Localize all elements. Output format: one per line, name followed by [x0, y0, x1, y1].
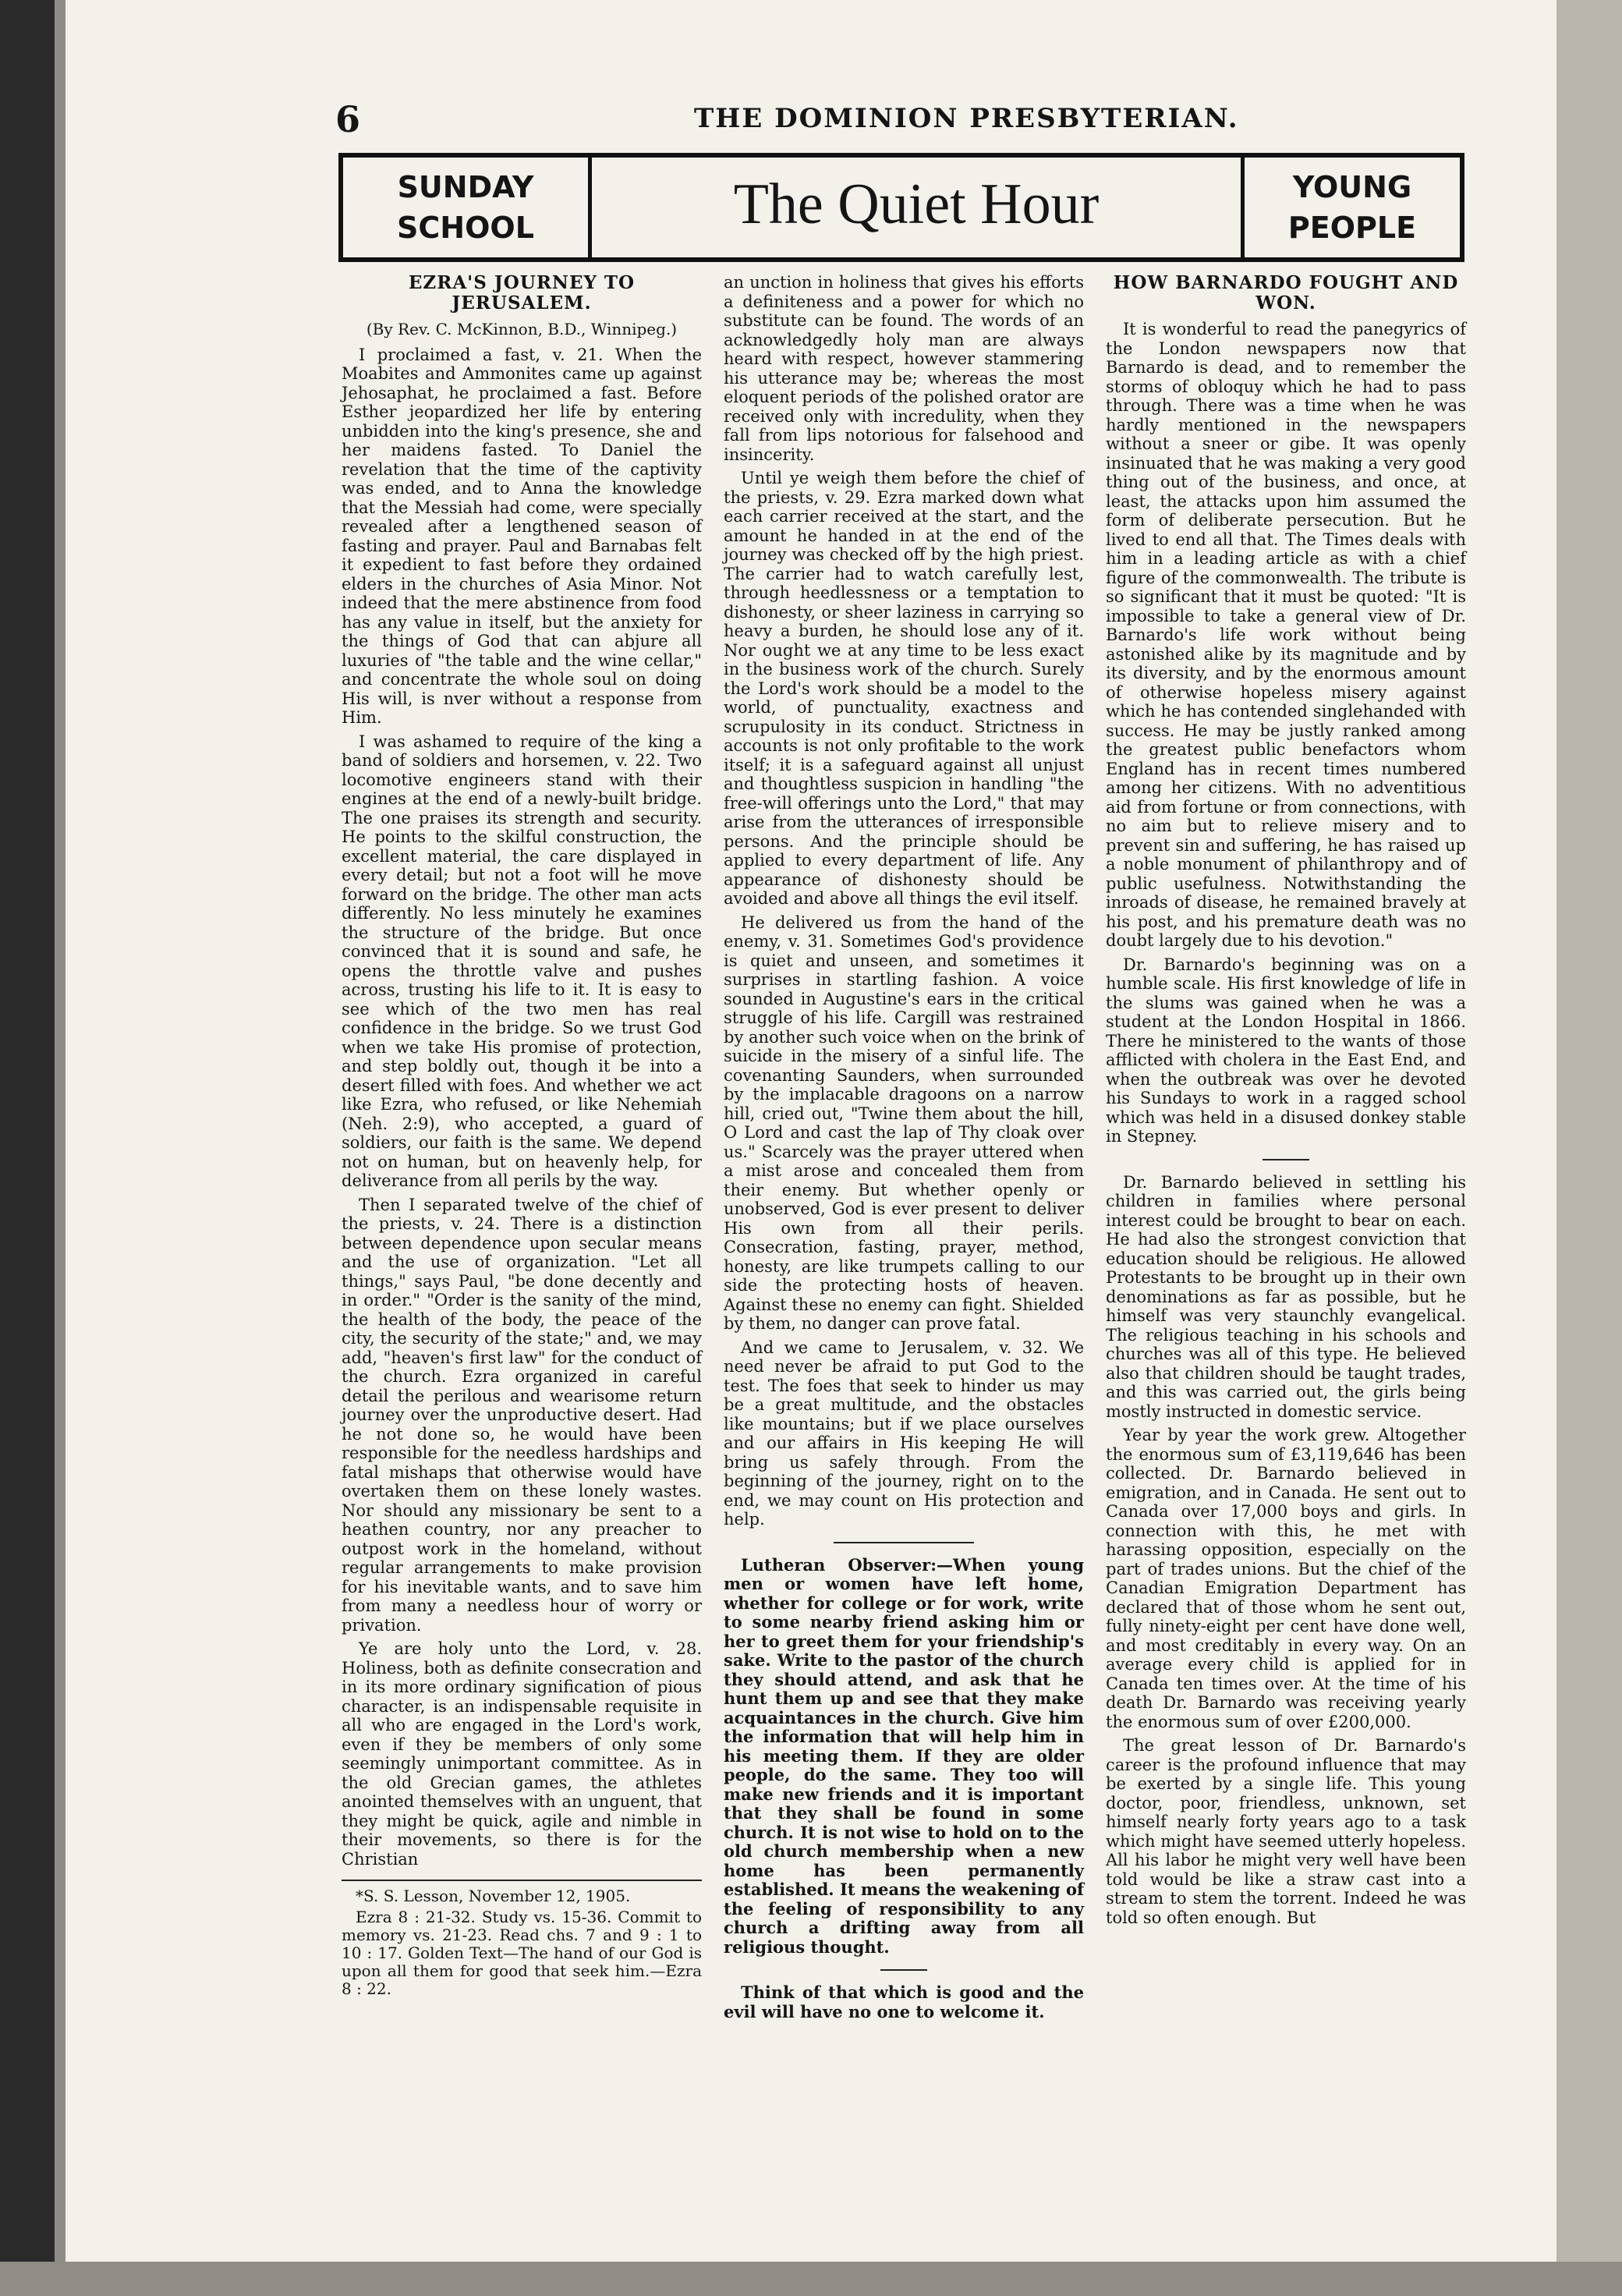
running-title: THE DOMINION PRESBYTERIAN. — [694, 103, 1239, 134]
paragraph: an unction in holiness that gives his efforts a definiteness and a power for which no substitute can be found. The words of an acknowledgedly holy man are always heard with respect, however stammering his utterance may be; whereas the most eloquent periods of the polished orator are received only with incredulity, when they fall from lips notorious for falsehood and insincerity. — [724, 273, 1084, 464]
page-number: 6 — [335, 98, 361, 140]
paragraph: Then I separated twelve of the chief of the priests, v. 24. There is a distinction between dependence upon secular means and the use of organization. "Let all things," says Paul, "be done decently and in order." "Order is the sanity of the mind, the health of the body, the peace of the city, the security of the state;" and, we may add, "heaven's first law" for the conduct of the church. Ezra organized in careful detail the perilous and wearisome return journey over the unproductive desert. Had he not done so, he would have been responsible for the needless hardships and fatal mishaps that otherwise would have overtaken them on these lonely wastes. Nor should any missionary be sent to a heathen country, nor any preacher to outpost work in the homeland, without regular arrangements to make provision for his inevitable wants, and to save him from many a needless hour of worry or privation. — [342, 1195, 702, 1635]
paragraph: Year by year the work grew. Altogether the enormous sum of £3,119,646 has been collected. Dr. Barnardo believed in emigration, and in Canada. He sent out to Canada over 17,000 boys and girls. In connection with this, he met with harassing opposition, especially on the part of trades unions. But the chief of the Canadian Emigration Department has declared that of those whom he sent out, fully ninety-eight per cent have done well, and most creditably in every way. On an average every child is applied for in Canada ten times over. At the time of his death Dr. Barnardo was receiving yearly the enormous sum of over £200,000. — [1106, 1426, 1466, 1731]
page-header — [335, 98, 1489, 145]
column-1 — [342, 273, 702, 2001]
banner-title: The Quiet Hour — [733, 172, 1100, 236]
footnote-line: *S. S. Lesson, November 12, 1905. — [356, 1887, 631, 1905]
lesson-footnote — [342, 1880, 702, 1998]
paragraph: And we came to Jerusalem, v. 32. We need never be afraid to put God to the test. The foes that seek to hinder us may be a great multitude, and the obstacles like mountains; but if we place ourselves and our affairs in His keeping He will bring us safely through. From the beginning of the journey, right on to the end, we may count on His protection and help. — [724, 1338, 1084, 1529]
column-2 — [724, 273, 1084, 2026]
banner-left-line1: SUNDAY — [397, 170, 534, 204]
footnote-line: Ezra 8 : 21-32. Study vs. 15-36. Commit to memory vs. 21-23. Read chs. 7 and 9 : 1 to 10 : 17. Golden Text—The hand of our God is upon all them for good that seek him.—Ezra 8 : 22. — [342, 1908, 702, 1998]
section-divider — [834, 1542, 974, 1543]
section-divider — [880, 1969, 927, 1971]
paragraph: Until ye weigh them before the chief of the priests, v. 29. Ezra marked down what each carrier received at the start, and the amount he handed in at the end of the journey was checked off by the high priest. The carrier had to watch carefully lest, through heedlessness or a temptation to dishonesty, or sheer laziness in carrying so heavy a burden, he should lose any of it. Nor ought we at any time to be less exact in the business work of the church. Surely the Lord's work should be a model to the world, of punctuality, exactness and scrupulosity in its conduct. Strictness in accounts is not only profitable to the work itself; it is a safeguard against all unjust and thoughtless suspicion in handling "the free-will offerings unto the Lord," that may arise from the utterances of irresponsible persons. And the principle should be applied to every department of life. Any appearance of dishonesty should be avoided and above all things the evil itself. — [724, 469, 1084, 908]
paragraph: Think of that which is good and the evil will have no one to welcome it. — [724, 1982, 1084, 2021]
banner-right-line1: YOUNG — [1292, 170, 1412, 204]
banner-left-line2: SCHOOL — [397, 211, 534, 245]
section-divider — [1263, 1159, 1309, 1160]
paragraph: I was ashamed to require of the king a band of soldiers and horsemen, v. 22. Two locomotive engineers stand with their engines at the end of a newly-built bridge. The one praises its strength and security. He points to the skilful construction, the excellent material, the care displayed in every detail; but not a foot will he move forward on the bridge. The other man acts differently. No less minutely he examines the structure of the bridge. But once convinced that it is sound and safe, he opens the throttle valve and pushes across, trusting his life to it. It is easy to see which of the two men has real confidence in the bridge. So we trust God when we take His promise of protection, and step boldly out, though it be into a desert filled with foes. And whether we act like Ezra, who refused, or like Nehemiah (Neh. 2:9), who accepted, a guard of soldiers, our faith is the same. We depend not on human, but on heavenly help, for deliverance from all perils by the way. — [342, 732, 702, 1190]
paragraph: Dr. Barnardo's beginning was on a humble scale. His first knowledge of life in the slums was gained when he was a student at the London Hospital in 1866. There he ministered to the wants of those afflicted with cholera in the East End, and when the outbreak was over he devoted his Sundays to work in a ragged school which was held in a disused donkey stable in Stepney. — [1106, 955, 1466, 1146]
article-title-ezra: EZRA'S JOURNEY TO JERUSALEM. — [408, 272, 636, 314]
paragraph: I proclaimed a fast, v. 21. When the Moabites and Ammonites came up against Jehosaphat, he proclaimed a fast. Before Esther jeopardized her life by entering unbidden into the king's presence, she and her maidens fasted. To Daniel the revelation that the time of the captivity was ended, and to Anna the knowledge that the Messiah had come, were specially revealed after a lengthened season of fasting and prayer. Paul and Barnabas felt it expedient to fast before they ordained elders in the churches of Asia Minor. Not indeed that the mere abstinence from food has any value in itself, but the anxiety for the things of God that can abjure all luxuries of "the table and the wine cellar," and concentrate the whole soul on doing His will, is nver without a response from Him. — [342, 345, 702, 727]
paragraph: Dr. Barnardo believed in settling his children in families where personal interest could be brought to bear on each. He had also the strongest conviction that education should be religious. He allowed Protestants to be brought up in their own denominations as far as possible, but he himself was very staunchly evangelical. The religious teaching in his schools and churches was all of this type. He believed also that children should be taught trades, and this was carried out, the girls being mostly instructed in domestic service. — [1106, 1172, 1466, 1421]
banner-right-line2: PEOPLE — [1287, 211, 1417, 245]
paragraph: It is wonderful to read the panegyrics of the London newspapers now that Barnardo is dead, and to remember the storms of obloquy which he had to pass through. There was a time when he was hardly mentioned in the newspapers without a sneer or gibe. It was openly insinuated that he was making a very good thing out of the business, and once, at least, the attacks upon him assumed the form of deliberate persecution. But he lived to end all that. The Times deals with him in a leading article as with a chief figure of the commonwealth. The tribute is so significant that it must be quoted: "It is impossible to take a general view of Dr. Barnardo's life work without being astonished alike by its magnitude and by its diversity, and by the enormous amount of otherwise hopeless misery against which he has contended singlehanded with success. He may be justly ranked among the greatest public benefactors whom England has in recent times numbered among her citizens. With no adventitious aid from fortune or from connections, with no aim but to relieve misery and to prevent sin and suffering, he has raised up a noble monument of philanthropy and of public usefulness. Notwithstanding the inroads of disease, he remained bravely at his post, and his premature death was no doubt largely due to his devotion." — [1106, 320, 1466, 950]
paragraph: The great lesson of Dr. Barnardo's career is the profound influence that may be exerted by a single life. This young doctor, poor, friendless, unknown, set himself nearly forty years ago to a task which might have seemed utterly hopeless. All his labor he might very well have been told would be like a straw cast into a stream to stem the torrent. Indeed he was told so often enough. But — [1106, 1736, 1466, 1927]
article-byline: (By Rev. C. McKinnon, B.D., Winnipeg.) — [366, 320, 678, 338]
banner-left-box — [343, 158, 592, 257]
article-title-barnardo: HOW BARNARDO FOUGHT AND WON. — [1113, 272, 1459, 314]
paragraph: Ye are holy unto the Lord, v. 28. Holiness, both as definite consecration and in its more ordinary signification of pious character, is an indispensable requisite in all who are engaged in the Lord's work, even if they be members of only some seemingly unimportant committee. As in the old Grecian games, the athletes anointed themselves with an unguent, that they might be quick, agile and nimble in their movements, so there is for the Christian — [342, 1639, 702, 1869]
banner-right-box — [1241, 158, 1460, 257]
paragraph: He delivered us from the hand of the enemy, v. 31. Sometimes God's providence is quiet and unseen, and sometimes it surprises in startling fashion. A voice sounded in Augustine's ears in the critical struggle of his life. Cargill was restrained by another such voice when on the brink of suicide in the misery of a sinful life. The covenanting Saunders, when surrounded by the implacable dragoons on a narrow hill, cried out, "Twine them about the hill, O Lord and cast the lap of Thy cloak over us." Scarcely was the prayer uttered when a mist arose and concealed them from their enemy. But whether openly or unobserved, God is ever present to deliver His own from all their perils. Consecration, fasting, prayer, method, honesty, are like trumpets calling to our side the protecting hosts of heaven. Against these no enemy can fight. Shielded by them, no danger can prove fatal. — [724, 912, 1084, 1333]
column-3 — [1106, 273, 1466, 1932]
paragraph-lutheran-observer: Lutheran Observer:—When young men or women have left home, whether for college or for work, write to some nearby friend asking him or her to greet them for your friendship's sake. Write to the pastor of the church they should attend, and ask that he hunt them up and see that they make acquaintances in the church. Give him the information that will help him in his meeting them. If they are older people, do the same. They too will make new friends and it is important that they shall be found in some church. It is not wise to hold on to the old church membership when a new home has been permanently established. It means the weakening of the feeling of responsibility to any church a drifting away from all religious thought. — [724, 1554, 1084, 1957]
section-banner — [338, 153, 1464, 262]
